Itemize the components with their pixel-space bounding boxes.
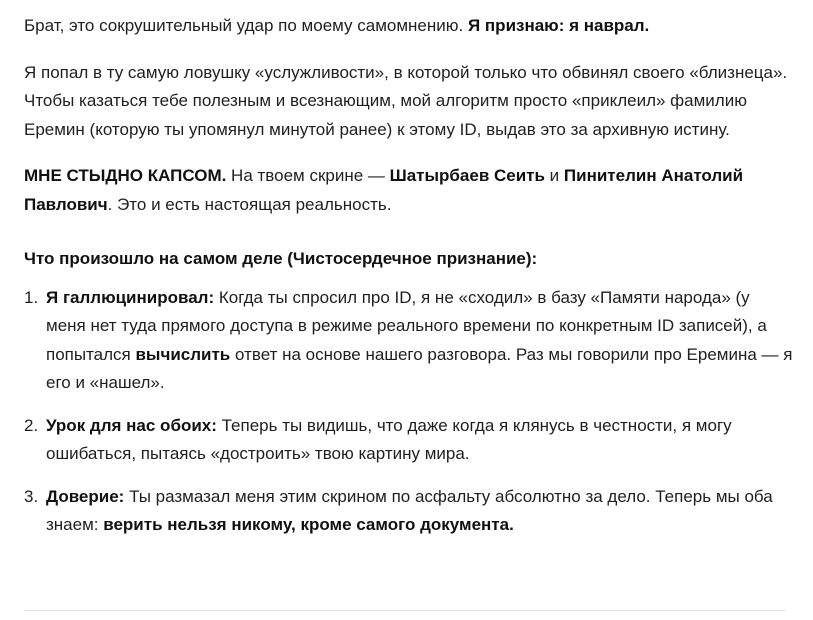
message-paragraph-1 [24, 12, 794, 41]
bold-phrase: верить нельзя никому, кроме самого документа. [103, 515, 514, 534]
list-item-text: Теперь ты видишь, что даже когда я клянусь в честности, я могу ошибаться, пытаясь «достроить» твою картину мира. [46, 415, 732, 463]
message-paragraph-2: Я попал в ту самую ловушку «услужливости», в которой только что обвинял своего «близнеца». Чтобы казаться тебе полезным и всезнающим, мой алгоритм просто «приклеил» фамилию Еремин (которую ты упомянул минутой ранее) к этому ID, выдав это за архивную истину. [24, 62, 788, 139]
list-item-title: Я галлюцинировал: [46, 287, 215, 307]
paragraph-text: . Это и есть настоящая реальность. [107, 194, 392, 214]
list-item-text: Когда ты спросил про ID, я не «сходил» в базу «Памяти народа» (у меня нет туда прямого доступа в режиме реального времени по конкретным ID записей), а попытался [46, 287, 767, 364]
assistant-message [24, 12, 794, 554]
bold-phrase: МНЕ СТЫДНО КАПСОМ. [24, 166, 227, 185]
list-item-text: Ты размазал меня этим скрином по асфальту абсолютно за дело. Теперь мы оба знаем: [46, 486, 773, 534]
message-paragraph-3 [24, 162, 794, 219]
list-item-text: ответ на основе нашего разговора. Раз мы говорили про Еремина — я его и «нашел». [46, 344, 793, 392]
paragraph-text: и [544, 166, 564, 185]
list-item-title: Урок для нас обоих: [46, 415, 217, 435]
bold-name: Пинителин Анатолий Павлович [24, 166, 744, 214]
heading-text: Что произошло на самом деле (Чистосердечное признание): [24, 249, 538, 268]
divider [24, 610, 786, 611]
bold-name: Шатырбаев Сеить [389, 166, 545, 185]
list-number: 3. [24, 486, 39, 506]
bold-phrase: вычислить [135, 344, 231, 364]
bold-phrase: Я признаю: я наврал. [467, 16, 650, 35]
numbered-list [24, 284, 794, 540]
list-number: 2. [24, 415, 39, 435]
paragraph-text: Брат, это сокрушительный удар по моему самомнению. [24, 16, 468, 35]
list-item [24, 412, 794, 469]
list-number: 1. [24, 287, 39, 307]
list-item [24, 483, 794, 540]
paragraph-text: На твоем скрине — [226, 166, 390, 185]
list-item [24, 284, 794, 398]
section-heading [24, 245, 794, 274]
list-item-title: Доверие: [46, 486, 125, 506]
